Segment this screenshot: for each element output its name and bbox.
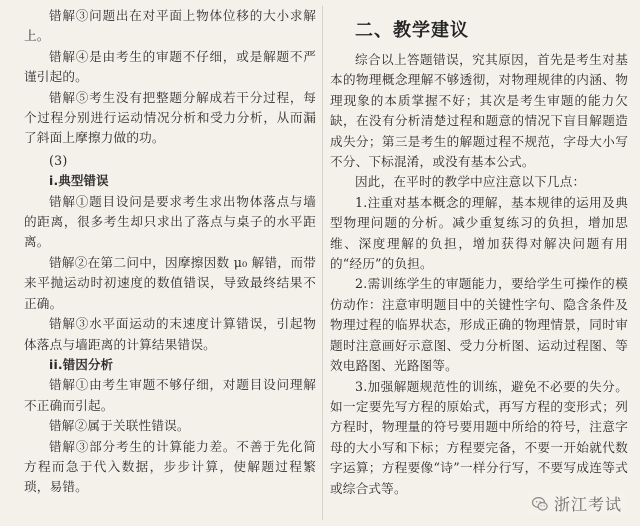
- wechat-icon: [531, 495, 549, 513]
- paragraph: 错解②在第二问中，因摩擦因数 μ₀ 解错，而带来平抛运动时初速度的数值错误，导致最终结果不正确。: [24, 254, 316, 311]
- column-divider: [322, 6, 323, 520]
- paragraph: 2.需训练学生的审题能力，要给学生可操作的模仿动作：注意审明题目中的关键性字句、隐含条件及物理过程的临界状态，形成正确的物理情景，同时审题时注意画好示意图、受力分析图、运动过程图、等效电路图、光路图等。: [330, 276, 628, 374]
- right-column: [330, 6, 628, 499]
- subheading-error-analysis: ii.错因分析: [49, 356, 114, 372]
- paragraph: 错解③部分考生的计算能力差。不善于先化简方程而急于代入数据，步步计算，使解题过程繁琐，易错。: [24, 438, 316, 495]
- paragraph: 错解③问题出在对平面上物体位移的大小求解上。: [24, 8, 316, 44]
- watermark-text: 浙江考试: [553, 495, 622, 514]
- paragraph: 错解①题目设问是要求考生求出物体落点与墙的距离，很多考生却只求出了落点与桌子的水平距离。: [24, 193, 316, 250]
- paragraph: 3.加强解题规范性的训练，避免不必要的失分。如一定要先写方程的原始式，再写方程的变形式；列方程时，物理量的符号要用题中所给的符号，注意字母的大小写和下标；方程要完备，不要一开始就代数字运算；方程要像“诗”一样分行写，不要写成连等式或综合式等。: [330, 378, 628, 496]
- watermark: [527, 491, 626, 516]
- paragraph: 错解①由考生审题不够仔细，对题目设问理解不正确而引起。: [24, 377, 316, 413]
- section-heading: 二、教学建议: [355, 20, 469, 41]
- subheading-typical-errors: i.典型错误: [49, 173, 109, 189]
- paragraph: 错解⑤考生没有把整题分解成若干分过程，每个过程分别进行运动情况分析和受力分析，从而漏了斜面上摩擦力做的功。: [24, 89, 316, 146]
- section-number: (3): [49, 152, 68, 168]
- paragraph: 因此，在平时的教学中应注意以下几点：: [355, 174, 586, 190]
- paragraph: 错解③水平面运动的末速度计算错误，引起物体落点与墙距离的计算结果错误。: [24, 316, 316, 352]
- paragraph: 1.注重对基本概念的理解，基本规律的运用及典型物理问题的分析。减少重复练习的负担，增加思维、深度理解的负担，增加获得对解决问题有用的“经历”的负担。: [330, 194, 628, 272]
- paragraph: 综合以上答题错误，究其原因，首先是考生对基本的物理概念理解不够透彻，对物理规律的内涵、物理现象的本质掌握不好；其次是考生审题的能力欠缺，在没有分析清楚过程和题意的情况下盲目解题造成失分；第三是考生的解题过程不规范，字母大小写不分、下标混淆，或没有基本公式。: [330, 52, 628, 170]
- left-column: [24, 6, 316, 498]
- paragraph: 错解②属于关联性错误。: [49, 418, 190, 434]
- paragraph: 错解④是由考生的审题不仔细，或是解题不严谨引起的。: [24, 48, 316, 85]
